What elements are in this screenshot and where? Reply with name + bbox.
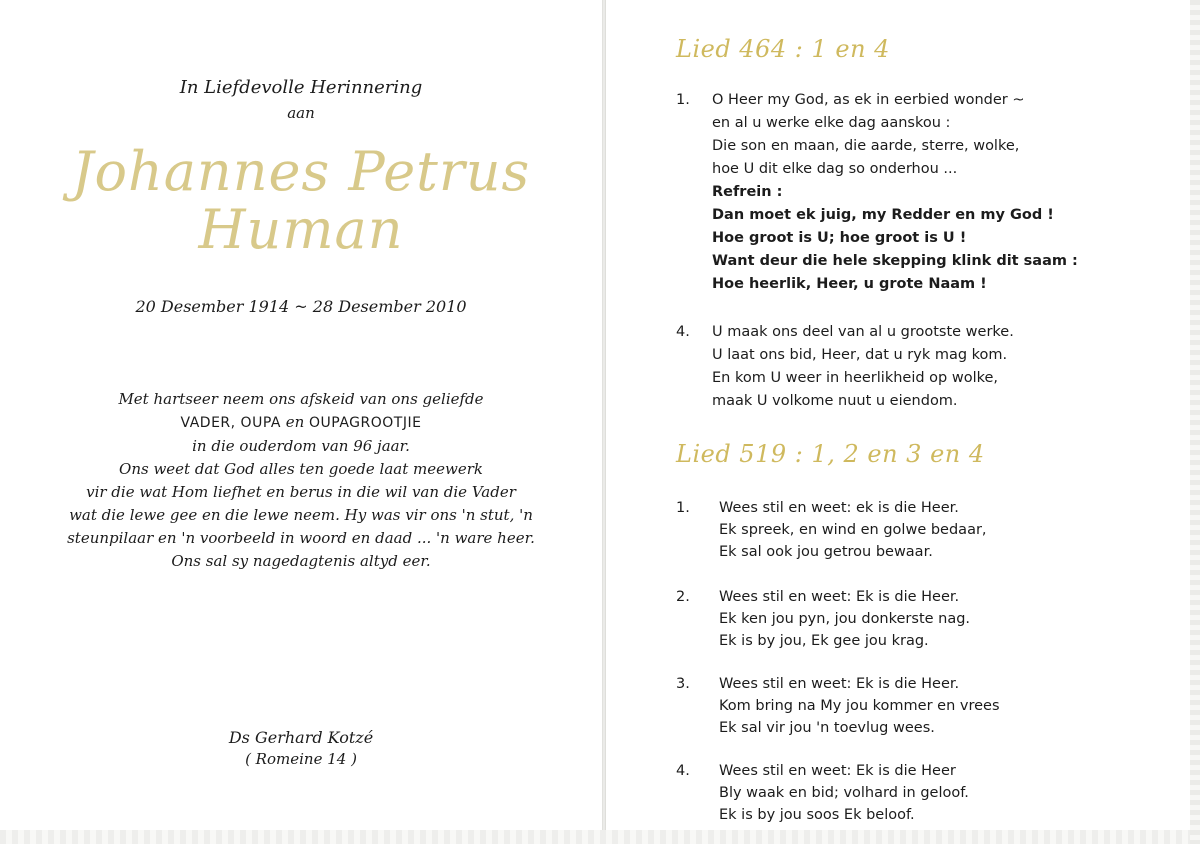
verse-line: Wees stil en weet: ek is die Heer. bbox=[719, 500, 959, 516]
verse-number: 4. bbox=[676, 324, 690, 340]
verse-line: Wees stil en weet: Ek is die Heer. bbox=[719, 589, 960, 605]
tribute-line: Ons sal sy nagedagtenis altyd eer. bbox=[171, 552, 431, 570]
verse-line: Ek spreek, en wind en golwe bedaar, bbox=[719, 522, 987, 538]
tribute-caps: VADER, OUPA bbox=[180, 415, 281, 431]
verse-line: Wees stil en weet: Ek is die Heer. bbox=[719, 676, 960, 692]
verse-line: Die son en maan, die aarde, sterre, wolke, bbox=[712, 138, 1020, 154]
memory-title: In Liefdevolle Herinnering bbox=[179, 77, 423, 98]
verse-line: Bly waak en bid; volhard in geloof. bbox=[719, 785, 969, 801]
tribute-conjunction: en bbox=[280, 413, 310, 431]
verse-line: En kom U weer in heerlikheid op wolke, bbox=[712, 370, 999, 386]
tribute-line: steunpilaar en 'n voorbeeld in woord en daad ... 'n ware heer. bbox=[67, 529, 535, 547]
tribute-line: in die ouderdom van 96 jaar. bbox=[192, 437, 410, 455]
verse-line: hoe U dit elke dag so onderhou ... bbox=[712, 161, 958, 177]
verse-number: 1. bbox=[676, 92, 690, 108]
hymn-2-title: Lied 519 : 1, 2 en 3 en 4 bbox=[676, 440, 985, 468]
minister-name: Ds Gerhard Kotzé bbox=[228, 728, 374, 747]
refrain-label: Refrein : bbox=[712, 184, 783, 200]
verse-line: Ek sal vir jou 'n toevlug wees. bbox=[719, 720, 935, 736]
refrain-line: Dan moet ek juig, my Redder en my God ! bbox=[712, 207, 1054, 223]
verse-number: 1. bbox=[676, 500, 690, 516]
refrain-line: Want deur die hele skepping klink dit saam : bbox=[712, 253, 1078, 269]
hymn-1-title: Lied 464 : 1 en 4 bbox=[676, 35, 890, 63]
hymn-2-verse-4 bbox=[719, 760, 969, 826]
verse-line: en al u werke elke dag aanskou : bbox=[712, 115, 951, 131]
hymn-1-verse-4 bbox=[712, 321, 1014, 413]
scripture-reference: ( Romeine 14 ) bbox=[245, 750, 357, 768]
verse-line: Ek sal ook jou getrou bewaar. bbox=[719, 544, 933, 560]
memory-aan: aan bbox=[287, 104, 315, 122]
refrain-line: Hoe groot is U; hoe groot is U ! bbox=[712, 230, 967, 246]
verse-number: 3. bbox=[676, 676, 690, 692]
refrain-line: Hoe heerlik, Heer, u grote Naam ! bbox=[712, 276, 987, 292]
verse-line: Ek is by jou, Ek gee jou krag. bbox=[719, 633, 929, 649]
verse-line: Ek is by jou soos Ek beloof. bbox=[719, 807, 915, 823]
life-dates: 20 Desember 1914 ~ 28 Desember 2010 bbox=[135, 297, 467, 316]
tribute-line: vir die wat Hom liefhet en berus in die wil van die Vader bbox=[86, 483, 516, 501]
hymn-2-verse-2 bbox=[719, 586, 970, 652]
verse-line: U laat ons bid, Heer, dat u ryk mag kom. bbox=[712, 347, 1008, 363]
verse-line: Kom bring na My jou kommer en vrees bbox=[719, 698, 1000, 714]
tribute-line: wat die lewe gee en die lewe neem. Hy was vir ons 'n stut, 'n bbox=[69, 506, 533, 524]
hymn-2-verse-1 bbox=[719, 497, 987, 563]
tribute-text bbox=[0, 388, 602, 573]
verse-number: 2. bbox=[676, 589, 690, 605]
deceased-first-names: Johannes Petrus bbox=[71, 140, 531, 203]
verse-number: 4. bbox=[676, 763, 690, 779]
tribute-line: Ons weet dat God alles ten goede laat meewerk bbox=[119, 460, 483, 478]
deceased-surname: Human bbox=[198, 198, 404, 261]
tribute-line bbox=[0, 411, 602, 435]
hymn-2-verse-3 bbox=[719, 673, 1000, 739]
tribute-caps: OUPAGROOTJIE bbox=[309, 415, 422, 431]
page-fold bbox=[602, 0, 606, 844]
verse-line: O Heer my God, as ek in eerbied wonder ~ bbox=[712, 92, 1025, 108]
verse-line: U maak ons deel van al u grootste werke. bbox=[712, 324, 1014, 340]
verse-line: Wees stil en weet: Ek is die Heer bbox=[719, 763, 956, 779]
hymn-1-verse-1 bbox=[712, 89, 1078, 296]
paper-edge-bottom bbox=[0, 830, 1200, 844]
verse-line: Ek ken jou pyn, jou donkerste nag. bbox=[719, 611, 971, 627]
verse-line: maak U volkome nuut u eiendom. bbox=[712, 393, 958, 409]
tribute-line: Met hartseer neem ons afskeid van ons geliefde bbox=[118, 390, 484, 408]
paper-edge-right bbox=[1190, 0, 1200, 844]
